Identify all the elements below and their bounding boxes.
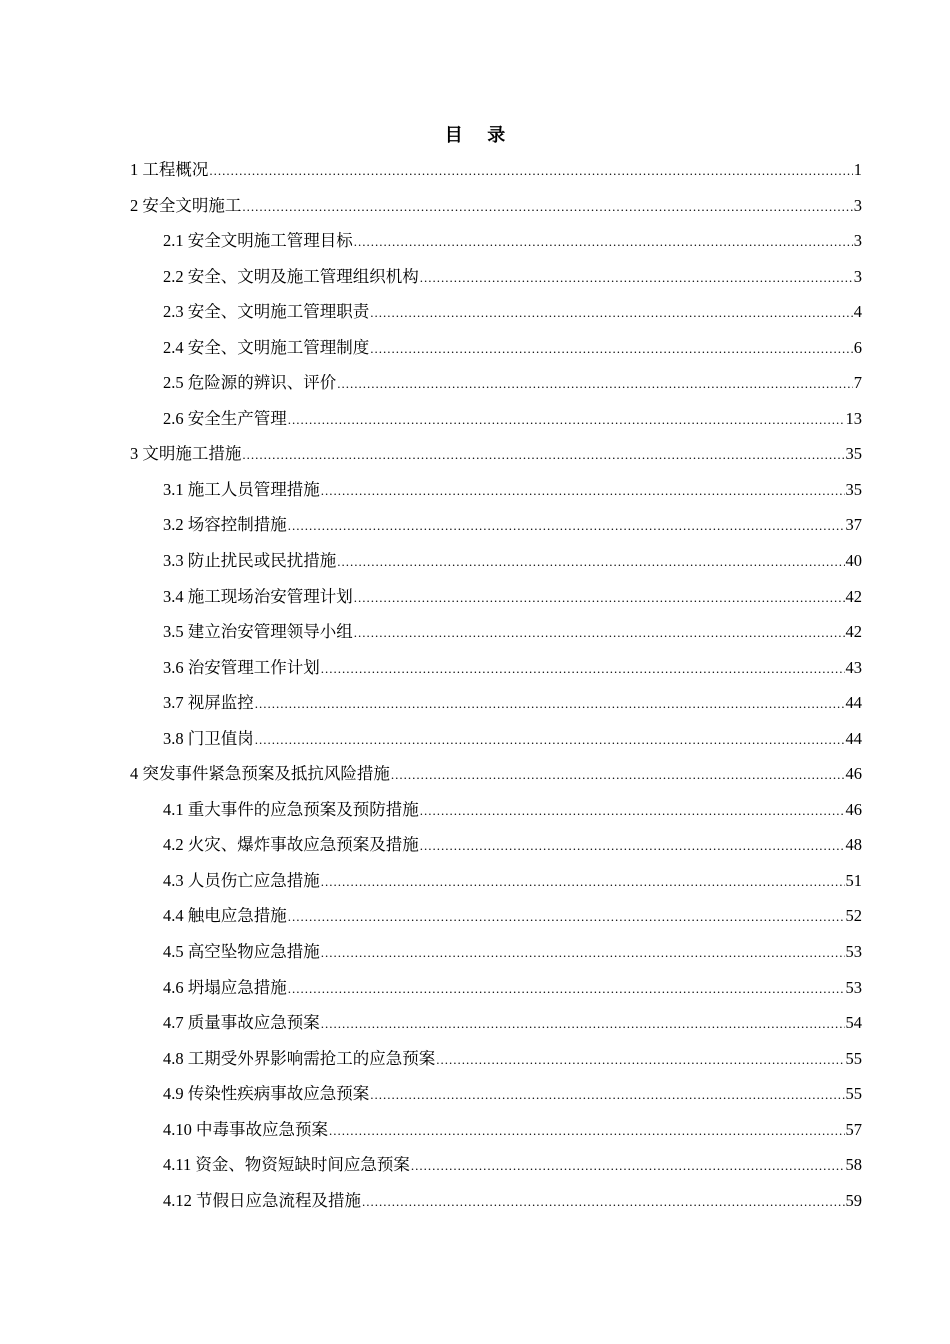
toc-entry-page-number: 55 bbox=[845, 1084, 862, 1104]
toc-entry-label: 3.7 视屏监控 bbox=[163, 693, 254, 713]
toc-entry-label: 2.1 安全文明施工管理目标 bbox=[163, 231, 353, 251]
toc-leader-dots bbox=[362, 1184, 845, 1220]
toc-entry-label: 4.6 坍塌应急措施 bbox=[163, 977, 287, 997]
toc-entry-label: 4.9 传染性疾病事故应急预案 bbox=[163, 1084, 370, 1104]
toc-leader-dots bbox=[255, 686, 845, 722]
toc-entry-page-number: 42 bbox=[845, 622, 862, 642]
toc-leader-dots bbox=[391, 757, 845, 793]
toc-entry-page-number: 44 bbox=[845, 728, 862, 748]
toc-entry[interactable] bbox=[130, 294, 862, 330]
toc-entry-label: 2.4 安全、文明施工管理制度 bbox=[163, 337, 370, 357]
toc-entry[interactable] bbox=[130, 152, 862, 188]
toc-entry[interactable] bbox=[130, 1076, 862, 1112]
toc-entry[interactable] bbox=[130, 1041, 862, 1077]
toc-leader-dots bbox=[354, 580, 845, 616]
toc-leader-dots bbox=[242, 437, 844, 473]
toc-leader-dots bbox=[209, 153, 852, 189]
toc-leader-dots bbox=[242, 189, 852, 225]
toc-entry-page-number: 37 bbox=[845, 515, 862, 535]
toc-entry[interactable] bbox=[130, 259, 862, 295]
toc-leader-dots bbox=[288, 899, 845, 935]
toc-leader-dots bbox=[411, 1148, 845, 1184]
toc-entry[interactable] bbox=[130, 898, 862, 934]
toc-entry[interactable] bbox=[130, 1147, 862, 1183]
toc-entry-page-number: 52 bbox=[845, 906, 862, 926]
toc-entry-page-number: 44 bbox=[845, 693, 862, 713]
toc-entry[interactable] bbox=[130, 650, 862, 686]
toc-entry[interactable] bbox=[130, 1005, 862, 1041]
toc-leader-dots bbox=[321, 864, 845, 900]
toc-entry-label: 3.6 治安管理工作计划 bbox=[163, 657, 320, 677]
toc-entry[interactable] bbox=[130, 472, 862, 508]
toc-entry-page-number: 42 bbox=[845, 586, 862, 606]
toc-leader-dots bbox=[420, 793, 845, 829]
toc-entry[interactable] bbox=[130, 579, 862, 615]
toc-leader-dots bbox=[255, 722, 845, 758]
toc-entry-page-number: 43 bbox=[845, 657, 862, 677]
toc-entry-page-number: 59 bbox=[845, 1190, 862, 1210]
toc-entry[interactable] bbox=[130, 756, 862, 792]
toc-entry[interactable] bbox=[130, 507, 862, 543]
toc-entry-page-number: 54 bbox=[845, 1013, 862, 1033]
toc-list bbox=[130, 152, 862, 1218]
toc-entry-page-number: 51 bbox=[845, 870, 862, 890]
toc-leader-dots bbox=[321, 651, 845, 687]
toc-entry-label: 4.11 资金、物资短缺时间应急预案 bbox=[163, 1155, 410, 1175]
toc-entry[interactable] bbox=[130, 436, 862, 472]
toc-entry-page-number: 46 bbox=[845, 764, 862, 784]
toc-leader-dots bbox=[436, 1042, 844, 1078]
toc-leader-dots bbox=[329, 1113, 845, 1149]
toc-entry-label: 4.7 质量事故应急预案 bbox=[163, 1013, 320, 1033]
toc-leader-dots bbox=[420, 828, 845, 864]
toc-entry[interactable] bbox=[130, 685, 862, 721]
toc-leader-dots bbox=[321, 473, 845, 509]
toc-entry-label: 4.4 触电应急措施 bbox=[163, 906, 287, 926]
toc-entry-label: 3.4 施工现场治安管理计划 bbox=[163, 586, 353, 606]
toc-title: 目 录 bbox=[444, 125, 516, 145]
toc-entry-label: 4.10 中毒事故应急预案 bbox=[163, 1119, 328, 1139]
toc-leader-dots bbox=[354, 615, 845, 651]
toc-entry[interactable] bbox=[130, 721, 862, 757]
toc-entry[interactable] bbox=[130, 365, 862, 401]
toc-entry-label: 1 工程概况 bbox=[130, 160, 209, 179]
toc-leader-dots bbox=[337, 544, 844, 580]
toc-entry-label: 3.5 建立治安管理领导小组 bbox=[163, 622, 353, 642]
toc-entry-page-number: 13 bbox=[845, 408, 862, 428]
toc-leader-dots bbox=[370, 1077, 844, 1113]
toc-entry-label: 4.5 高空坠物应急措施 bbox=[163, 942, 320, 962]
toc-leader-dots bbox=[321, 935, 845, 971]
toc-entry[interactable] bbox=[130, 1112, 862, 1148]
toc-leader-dots bbox=[420, 260, 853, 296]
toc-entry[interactable] bbox=[130, 827, 862, 863]
toc-entry-label: 4.8 工期受外界影响需抢工的应急预案 bbox=[163, 1048, 436, 1068]
toc-leader-dots bbox=[288, 508, 845, 544]
toc-leader-dots bbox=[321, 1006, 845, 1042]
toc-entry-label: 3 文明施工措施 bbox=[130, 444, 242, 464]
toc-leader-dots bbox=[288, 402, 845, 438]
toc-entry-label: 2.6 安全生产管理 bbox=[163, 408, 287, 428]
toc-entry[interactable] bbox=[130, 223, 862, 259]
toc-entry[interactable] bbox=[130, 401, 862, 437]
toc-entry-label: 3.2 场容控制措施 bbox=[163, 515, 287, 535]
toc-entry[interactable] bbox=[130, 934, 862, 970]
toc-entry-label: 2.5 危险源的辨识、评价 bbox=[163, 373, 337, 393]
toc-leader-dots bbox=[337, 366, 853, 402]
toc-entry-page-number: 53 bbox=[845, 942, 862, 962]
toc-leader-dots bbox=[354, 224, 853, 260]
toc-entry-label: 2 安全文明施工 bbox=[130, 195, 242, 215]
toc-entry[interactable] bbox=[130, 188, 862, 224]
toc-entry-label: 4.2 火灾、爆炸事故应急预案及措施 bbox=[163, 835, 419, 855]
toc-entry-page-number: 58 bbox=[845, 1155, 862, 1175]
toc-entry-page-number: 4 bbox=[853, 302, 862, 322]
toc-entry-label: 3.1 施工人员管理措施 bbox=[163, 479, 320, 499]
toc-leader-dots bbox=[370, 331, 853, 367]
toc-entry-label: 4.12 节假日应急流程及措施 bbox=[163, 1190, 361, 1210]
toc-entry-label: 3.8 门卫值岗 bbox=[163, 728, 254, 748]
toc-entry[interactable] bbox=[130, 970, 862, 1006]
toc-entry-page-number: 57 bbox=[845, 1119, 862, 1139]
toc-entry-page-number: 35 bbox=[845, 444, 862, 464]
toc-entry-page-number: 53 bbox=[845, 977, 862, 997]
toc-entry-page-number: 3 bbox=[853, 266, 862, 286]
toc-entry[interactable] bbox=[130, 792, 862, 828]
toc-entry-page-number: 48 bbox=[845, 835, 862, 855]
toc-entry-page-number: 6 bbox=[853, 337, 862, 357]
toc-entry[interactable] bbox=[130, 1183, 862, 1219]
toc-entry-page-number: 3 bbox=[853, 195, 862, 215]
toc-entry[interactable] bbox=[130, 543, 862, 579]
toc-entry-page-number: 40 bbox=[845, 551, 862, 571]
toc-entry[interactable] bbox=[130, 614, 862, 650]
toc-entry-label: 3.3 防止扰民或民扰措施 bbox=[163, 551, 337, 571]
toc-entry-page-number: 3 bbox=[853, 231, 862, 251]
toc-entry-label: 4.3 人员伤亡应急措施 bbox=[163, 870, 320, 890]
toc-entry[interactable] bbox=[130, 863, 862, 899]
toc-entry-label: 4.1 重大事件的应急预案及预防措施 bbox=[163, 799, 419, 819]
toc-entry-page-number: 55 bbox=[845, 1048, 862, 1068]
toc-leader-dots bbox=[370, 295, 853, 331]
toc-entry-page-number: 35 bbox=[845, 479, 862, 499]
toc-entry-page-number: 1 bbox=[853, 160, 862, 179]
toc-entry-page-number: 46 bbox=[845, 799, 862, 819]
toc-entry-page-number: 7 bbox=[853, 373, 862, 393]
toc-entry-label: 4 突发事件紧急预案及抵抗风险措施 bbox=[130, 764, 390, 784]
toc-entry-label: 2.2 安全、文明及施工管理组织机构 bbox=[163, 266, 419, 286]
toc-leader-dots bbox=[288, 971, 845, 1007]
toc-entry-label: 2.3 安全、文明施工管理职责 bbox=[163, 302, 370, 322]
toc-entry[interactable] bbox=[130, 330, 862, 366]
